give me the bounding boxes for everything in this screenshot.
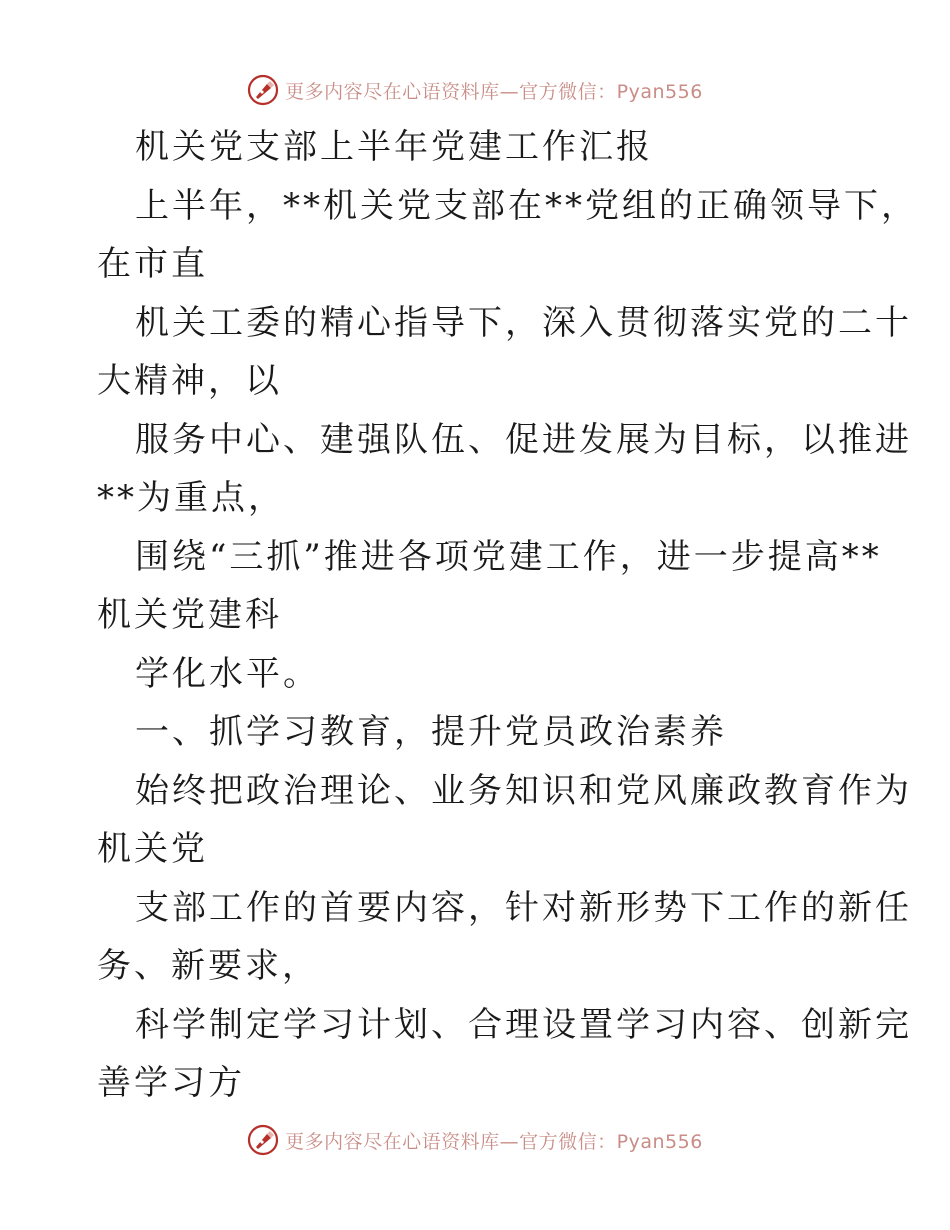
text-line: 支部工作的首要内容，针对新形势下工作的新任: [135, 887, 912, 928]
text-line: 在市直: [97, 244, 208, 284]
pen-nib-logo-icon: [247, 1124, 279, 1156]
text-line: 大精神，以: [97, 361, 282, 401]
text-line: 始终把政治理论、业务知识和党风廉政教育作为: [135, 770, 912, 811]
text-line: 机关党支部上半年党建工作汇报: [135, 127, 653, 167]
pen-nib-logo-icon: [247, 74, 279, 106]
header-watermark: [0, 70, 950, 110]
text-line: 上半年，**机关党支部在**党组的正确领导下，: [135, 185, 918, 226]
text-line: 机关党: [97, 829, 208, 869]
watermark-text: 更多内容尽在心语资料库—官方微信：Pyan556: [285, 80, 703, 103]
text-line: 机关工委的精心指导下，深入贯彻落实党的二十: [135, 302, 912, 343]
text-line: 务、新要求，: [97, 946, 319, 986]
text-line: 学化水平。: [135, 653, 320, 694]
text-line: **为重点，: [97, 478, 285, 518]
footer-watermark: [0, 1120, 950, 1160]
document-body: [97, 118, 918, 1113]
text-line: 围绕“三抓”推进各项党建工作，进一步提高**: [135, 536, 882, 577]
text-line: 一、抓学习教育，提升党员政治素养: [135, 712, 727, 752]
text-line: 服务中心、建强队伍、促进发展为目标，以推进: [135, 419, 912, 460]
watermark-text: 更多内容尽在心语资料库—官方微信：Pyan556: [285, 1130, 703, 1153]
text-line: 科学制定学习计划、合理设置学习内容、创新完: [135, 1004, 912, 1045]
text-line: 机关党建科: [97, 595, 282, 635]
text-line: 善学习方: [97, 1063, 245, 1103]
